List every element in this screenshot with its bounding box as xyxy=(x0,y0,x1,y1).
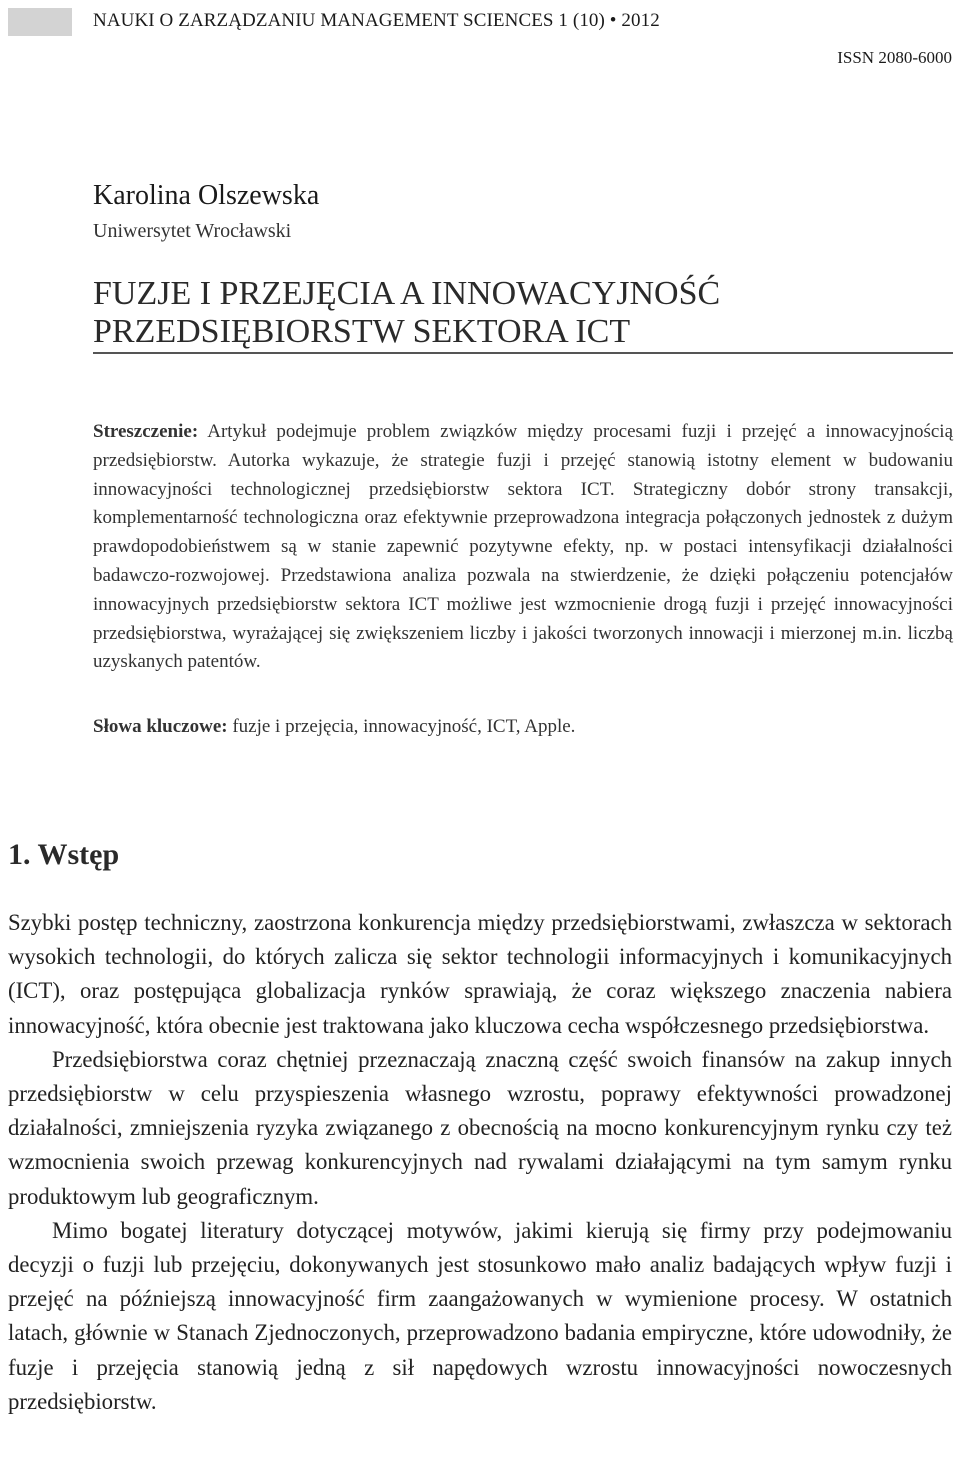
body-paragraph: Mimo bogatej literatury dotyczącej motywów, jakimi kierują się firmy przy podejmowaniu decyzji o fuzji lub przejęciu, dokonywanych jest stosunkowo mało analiz badających wpływ fuzji i przejęć na późniejszą innowacyjność firm zaangażowanych w wymienione procesy. W ostatnich latach, głównie w Stanach Zjednoczonych, przeprowadzono badania empiryczne, które udowodniły, że fuzje i przejęcia stanowią jedną z sił napędowych wzrostu innowacyjności nowoczesnych przedsiębiorstw. xyxy=(8,1217,952,1414)
keywords-text: fuzje i przejęcia, innowacyjność, ICT, Apple. xyxy=(232,716,576,737)
abstract xyxy=(93,418,953,677)
abstract-text: Artykuł podejmuje problem związków między procesami fuzji i przejęć a innowacyjnością przedsiębiorstw. Autorka wykazuje, że strategie fuzji i przejęć stanowią istotny element w budowaniu innowacyjności technologicznej przedsiębiorstw sektora ICT. Strategiczny dobór strony transakcji, komplementarność technologiczna oraz efektywnie przeprowadzona integracja połączonych jednostek z dużym prawdopodobieństwem są w stanie zapewnić pozytywne efekty, np. w postaci intensyfikacji działalności badawczo-rozwojowej. Przedstawiona analiza pozwala na stwierdzenie, że dzięki połączeniu potencjałów innowacyjnych przedsiębiorstw sektora ICT możliwe jest wzmocnienie drogą fuzji i przejęć innowacyjności przedsiębiorstwa, wyrażającej się zwiększeniem liczby i jakości tworzonych innowacji i mierzonej m.in. liczbą uzyskanych patentów. xyxy=(93,421,953,673)
header-gray-box xyxy=(8,8,72,36)
author-affiliation: Uniwersytet Wrocławski xyxy=(93,220,292,242)
title-divider xyxy=(93,352,953,354)
article-title-line-2: PRZEDSIĘBIORSTW SEKTORA ICT xyxy=(93,313,631,350)
section-body xyxy=(8,906,952,1419)
section-heading: 1. Wstęp xyxy=(8,838,120,871)
article-title xyxy=(93,275,913,351)
keywords-label: Słowa kluczowe: xyxy=(93,716,228,737)
author-name: Karolina Olszewska xyxy=(93,180,320,211)
journal-header: NAUKI O ZARZĄDZANIU MANAGEMENT SCIENCES 1 (10) • 2012 xyxy=(93,10,660,31)
keywords xyxy=(93,716,953,738)
article-title-line-1: FUZJE I PRZEJĘCIA A INNOWACYJNOŚĆ xyxy=(93,275,721,312)
body-paragraph: Przedsiębiorstwa coraz chętniej przeznaczają znaczną część swoich finansów na zakup innych przedsiębiorstw w celu przyspieszenia własnego wzrostu, poprawy efektywności prowadzonej działalności, zmniejszenia ryzyka związanego z obecnością na mocno konkurencyjnym rynku czy też wzmocnienia swoich przewag konkurencyjnych nad rywalami działającymi na tym samym rynku produktowym lub geograficznym. xyxy=(8,1046,952,1209)
issn-number: ISSN 2080-6000 xyxy=(837,48,952,67)
abstract-label: Streszczenie: xyxy=(93,421,199,442)
body-paragraph: Szybki postęp techniczny, zaostrzona konkurencja między przedsiębiorstwami, zwłaszcza w sektorach wysokich technologii, do których zalicza się sektor technologii informacyjnych i komunikacyjnych (ICT), oraz postępująca globalizacja rynków sprawiają, że coraz większego znaczenia nabiera innowacyjność, która obecnie jest traktowana jako kluczowa cecha współczesnego przedsiębiorstwa. xyxy=(8,910,952,1038)
